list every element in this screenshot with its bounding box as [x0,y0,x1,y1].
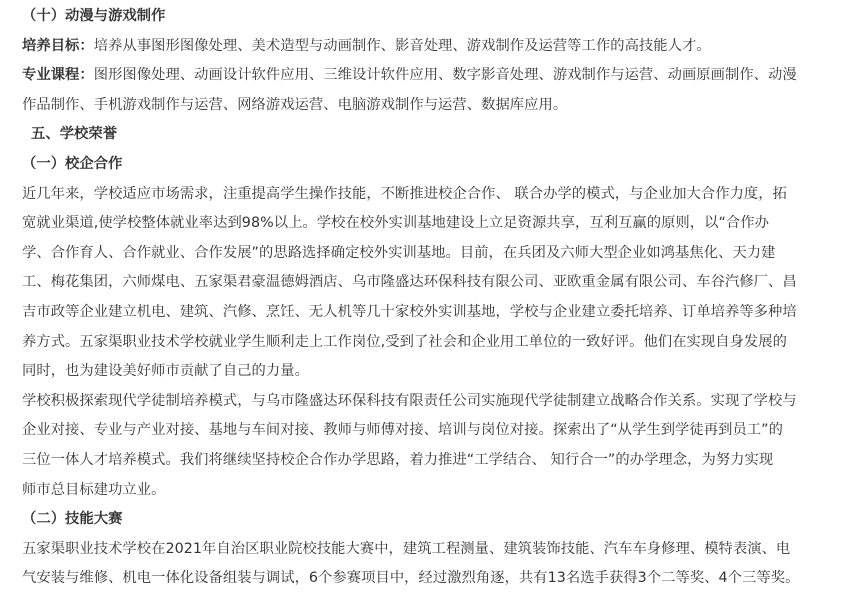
paragraph-line: 养方式。五家渠职业技术学校就业学生顺利走上工作岗位,受到了社会和企业用工单位的一致好评。他们在实现自身发展的 [22,333,787,350]
paragraph-line: 近几年来，学校适应市场需求，注重提高学生操作技能，不断推进校企合作、 联合办学的模式，与企业加大合作力度，拓 [22,185,787,202]
section-heading-animation-games: （十）动漫与游戏制作 [22,8,166,24]
courses-text-line-1: 图形图像处理、动画设计软件应用、三维设计软件应用、数字影音处理、游戏制作与运营、动画原画制作、动漫 [93,67,797,84]
paragraph-line: 企业对接、专业与产业对接、基地与车间对接、教师与师傅对接、培训与岗位对接。探索出了“从学生到学徒再到员工”的 [22,422,783,439]
subsection-heading-school-enterprise: （一）校企合作 [22,155,123,172]
paragraph-line: 三位一体人才培养模式。我们将继续坚持校企合作办学思路，着力推进“工学结合、 知行合一”的办学理念，为努力实现 [22,451,774,468]
paragraph-line: 宽就业渠道,使学校整体就业率达到98%以上。学校在校外实训基地建设上立足资源共享，互利互赢的原则，以“合作办 [22,215,769,232]
section-heading-school-honors: 五、学校荣誉 [31,126,118,143]
courses-label: 专业课程： [22,67,94,84]
courses-text-line-2: 作品制作、手机游戏制作与运营、网络游戏运营、电脑游戏制作与运营、数据库应用。 [22,96,568,113]
training-goal-label: 培养目标： [22,37,94,54]
paragraph-line: 学校积极探索现代学徒制培养模式，与乌市隆盛达环保科技有限责任公司实施现代学徒制建立战略合作关系。实现了学校与 [22,392,797,409]
paragraph-line: 学、合作育人、合作就业、合作发展”的思路选择确定校外实训基地。目前，在兵团及六师大型企业如鸿基焦化、天力建 [22,244,776,261]
school-enterprise-paragraph-1 [22,180,845,387]
paragraph-line: 气安装与维修、机电一体化设备组装与调试，6个参赛项目中，经过激烈角逐，共有13名选手获得3个二等奖、4个三等奖。 [22,570,800,587]
paragraph-line: 五家渠职业技术学校在2021年自治区职业院校技能大赛中，建筑工程测量、建筑装饰技能、汽车车身修理、模特表演、电 [22,540,791,557]
school-enterprise-paragraph-2 [22,387,845,505]
training-goal-paragraph [22,32,845,62]
courses-paragraph-line-1 [22,61,845,91]
skills-competition-paragraph [22,535,845,594]
paragraph-line: 吉市政等企业建立机电、建筑、汽修、烹饪、无人机等几十家校外实训基地，学校与企业建立委托培养、订单培养等多种培 [22,303,797,320]
paragraph-line: 同时，也为建设美好师市贡献了自己的力量。 [22,363,309,380]
paragraph-line: 工、梅花集团，六师煤电、五家渠君豪温德姆酒店、乌市隆盛达环保科技有限公司、亚欧重金属有限公司、车谷汽修厂、昌 [22,274,797,291]
subsection-heading-skills-competition: （二）技能大赛 [22,511,123,528]
paragraph-line: 师市总目标建功立业。 [22,481,166,498]
training-goal-text: 培养从事图形图像处理、美术造型与动画制作、影音处理、游戏制作及运营等工作的高技能人才。 [93,37,711,54]
